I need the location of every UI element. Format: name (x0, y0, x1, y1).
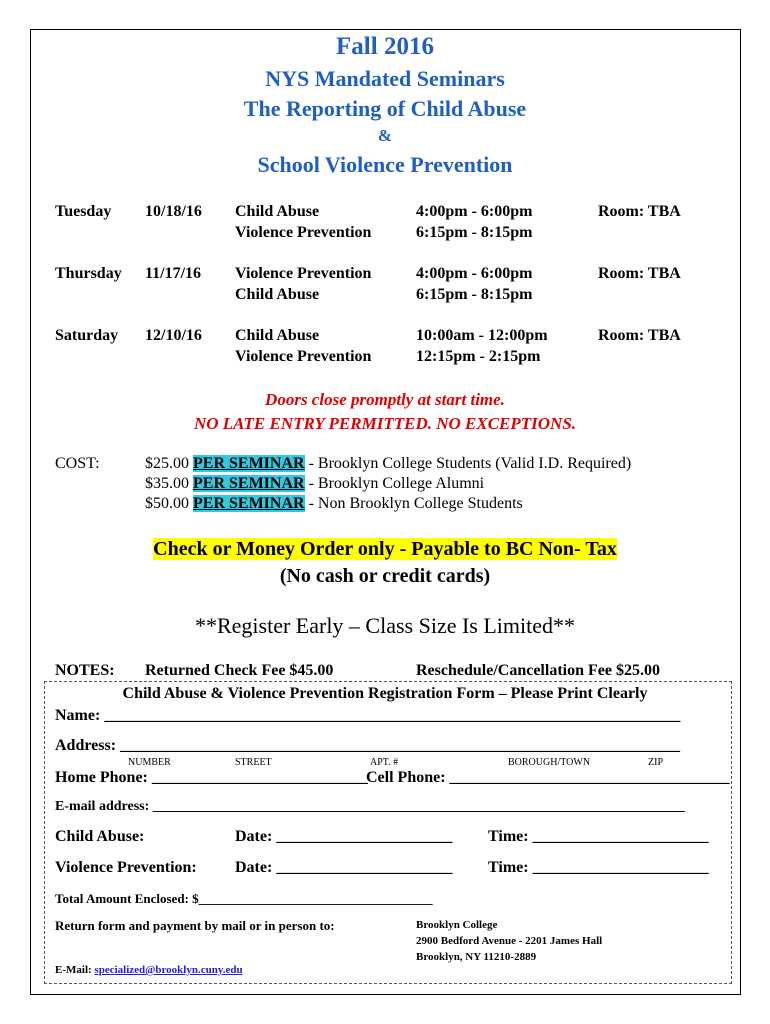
cost-price: $25.00 (145, 455, 189, 472)
payment-method (0, 538, 770, 561)
child-abuse-date-field[interactable]: Date: ______________________ (235, 828, 453, 845)
schedule-time: 4:00pm - 6:00pm (416, 265, 533, 282)
cell-phone-field[interactable]: Cell Phone: ___________________________________ (366, 769, 730, 786)
violence-time-field[interactable]: Time: ______________________ (488, 859, 709, 876)
schedule-time: 10:00am - 12:00pm (416, 327, 548, 344)
ampersand: & (377, 126, 393, 145)
schedule-date: 11/17/16 (145, 265, 202, 282)
address-sub-apt: APT. # (370, 757, 399, 768)
schedule-date: 12/10/16 (145, 327, 202, 344)
address-sub-zip: ZIP (648, 757, 663, 768)
email-address-field[interactable]: E-mail address: ____________________________________________________________________________ (55, 799, 685, 814)
name-field[interactable]: Name: ________________________________________________________________________ (55, 707, 681, 724)
cost-description: - Brooklyn College Alumni (308, 475, 485, 492)
returned-check-fee: Returned Check Fee $45.00 (145, 662, 334, 679)
schedule-day: Thursday (55, 265, 122, 282)
email-label: E-Mail: (55, 964, 92, 976)
address-sub-number: NUMBER (128, 757, 171, 768)
violence-prevention-label: Violence Prevention: (55, 859, 197, 876)
payment-highlight: Check or Money Order only - Payable to BC Non- Tax (153, 538, 617, 560)
cost-description: - Non Brooklyn College Students (308, 495, 523, 512)
schedule-topic: Violence Prevention (235, 348, 372, 365)
no-late-entry-notice: NO LATE ENTRY PERMITTED. NO EXCEPTIONS. (193, 414, 577, 433)
schedule-topic: Child Abuse (235, 327, 320, 344)
per-seminar-highlight: PER SEMINAR (193, 455, 305, 472)
register-early: **Register Early – Class Size Is Limited** (194, 613, 576, 638)
reschedule-fee: Reschedule/Cancellation Fee $25.00 (416, 662, 660, 679)
per-seminar-highlight: PER SEMINAR (193, 475, 305, 492)
cost-price: $35.00 (145, 475, 189, 492)
schedule-topic: Violence Prevention (235, 265, 372, 282)
season-title: Fall 2016 (336, 33, 434, 60)
cost-row (145, 495, 523, 513)
address-field[interactable]: Address: ______________________________________________________________________ (55, 737, 681, 754)
home-phone-field[interactable]: Home Phone: ___________________________ (55, 769, 368, 786)
per-seminar-highlight: PER SEMINAR (193, 495, 305, 512)
schedule-room: Room: TBA (598, 203, 681, 220)
cost-row (145, 455, 631, 473)
child-abuse-label: Child Abuse: (55, 828, 145, 845)
schedule-day: Tuesday (55, 203, 112, 220)
mailing-address-line2: 2900 Bedford Avenue - 2201 James Hall (416, 935, 603, 947)
email-contact (55, 964, 243, 976)
schedule-time: 6:15pm - 8:15pm (416, 224, 533, 241)
mailing-address-line1: Brooklyn College (416, 919, 498, 931)
schedule-topic: Child Abuse (235, 286, 320, 303)
cost-row (145, 475, 484, 493)
schedule-room: Room: TBA (598, 327, 681, 344)
schedule-topic: Child Abuse (235, 203, 320, 220)
no-cash-note: (No cash or credit cards) (279, 565, 491, 587)
form-title: Child Abuse & Violence Prevention Registration Form – Please Print Clearly (122, 685, 648, 702)
email-link[interactable]: specialized@brooklyn.cuny.edu (94, 964, 243, 976)
doors-close-notice: Doors close promptly at start time. (265, 390, 505, 409)
schedule-day: Saturday (55, 327, 119, 344)
child-abuse-time-field[interactable]: Time: ______________________ (488, 828, 709, 845)
violence-title: School Violence Prevention (257, 152, 513, 177)
notes-label: NOTES: (55, 662, 115, 679)
schedule-room: Room: TBA (598, 265, 681, 282)
address-sub-borough: BOROUGH/TOWN (508, 757, 591, 768)
child-abuse-title: The Reporting of Child Abuse (243, 96, 527, 121)
violence-date-field[interactable]: Date: ______________________ (235, 859, 453, 876)
schedule-time: 12:15pm - 2:15pm (416, 348, 541, 365)
cost-price: $50.00 (145, 495, 189, 512)
return-instructions: Return form and payment by mail or in person to: (55, 918, 335, 933)
schedule-date: 10/18/16 (145, 203, 202, 220)
schedule-time: 6:15pm - 8:15pm (416, 286, 533, 303)
schedule-topic: Violence Prevention (235, 224, 372, 241)
cost-description: - Brooklyn College Students (Valid I.D. Required) (308, 455, 632, 472)
cost-label: COST: (55, 455, 100, 472)
schedule-time: 4:00pm - 6:00pm (416, 203, 533, 220)
total-amount-field[interactable]: Total Amount Enclosed: $____________________________________ (55, 891, 433, 906)
seminars-title: NYS Mandated Seminars (265, 66, 505, 91)
mailing-address-line3: Brooklyn, NY 11210-2889 (416, 951, 537, 963)
address-sub-street: STREET (235, 757, 272, 768)
